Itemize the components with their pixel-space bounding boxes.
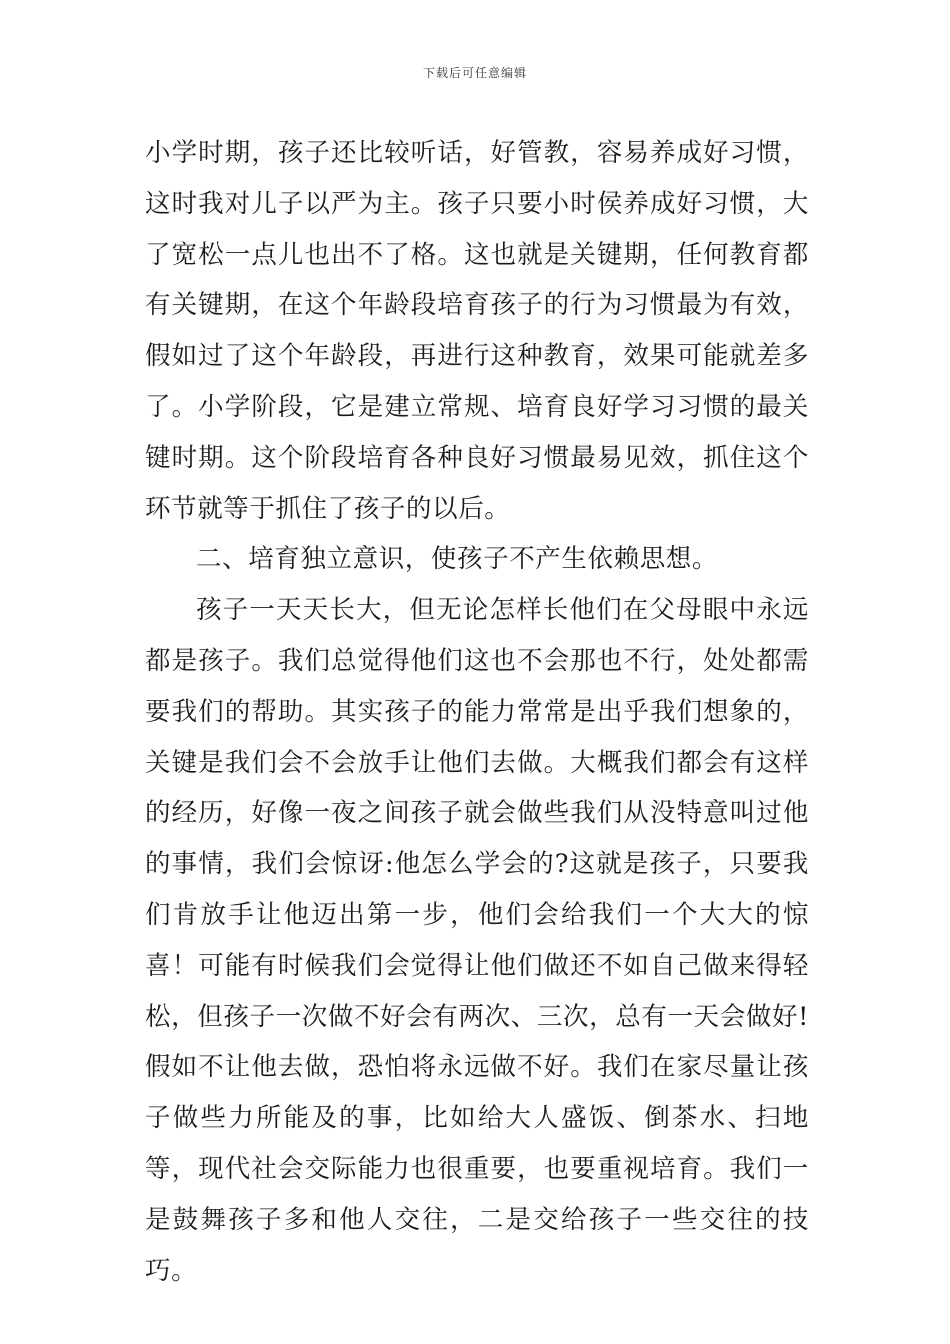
paragraph-primary-school-habits: 小学时期，孩子还比较听话，好管教，容易养成好习惯，这时我对儿子以严为主。孩子只要小时侯养成好习惯，大了宽松一点儿也出不了格。这也就是关键期，任何教育都有关键期，在这个年龄段培育孩子的行为习惯最为有效，假如过了这个年龄段，再进行这种教育，效果可能就差多了。小学阶段，它是建立常规、培育良好学习习惯的最关键时期。这个阶段培育各种良好习惯最易见效，抓住这个环节就等于抓住了孩子的以后。 [145, 138, 809, 524]
section-heading-independence: 二、培育独立意识，使孩子不产生依赖思想。 [196, 544, 719, 575]
document-body [145, 128, 809, 1296]
page-header: 下载后可任意编辑 [422, 66, 527, 80]
paragraph-let-children-do: 孩子一天天长大，但无论怎样长他们在父母眼中永远都是孩子。我们总觉得他们这也不会那也不行，处处都需要我们的帮助。其实孩子的能力常常是出乎我们想象的，关键是我们会不会放手让他们去做。大概我们都会有这样的经历，好像一夜之间孩子就会做些我们从没特意叫过他的事情，我们会惊讶:他怎么学会的?这就是孩子，只要我们肯放手让他迈出第一步，他们会给我们一个大大的惊喜！可能有时候我们会觉得让他们做还不如自己做来得轻松，但孩子一次做不好会有两次、三次，总有一天会做好!假如不让他去做，恐怕将永远做不好。我们在家尽量让孩子做些力所能及的事，比如给大人盛饭、倒茶水、扫地等，现代社会交际能力也很重要，也要重视培育。我们一是鼓舞孩子多和他人交往，二是交给孩子一些交往的技巧。 [145, 595, 809, 1286]
